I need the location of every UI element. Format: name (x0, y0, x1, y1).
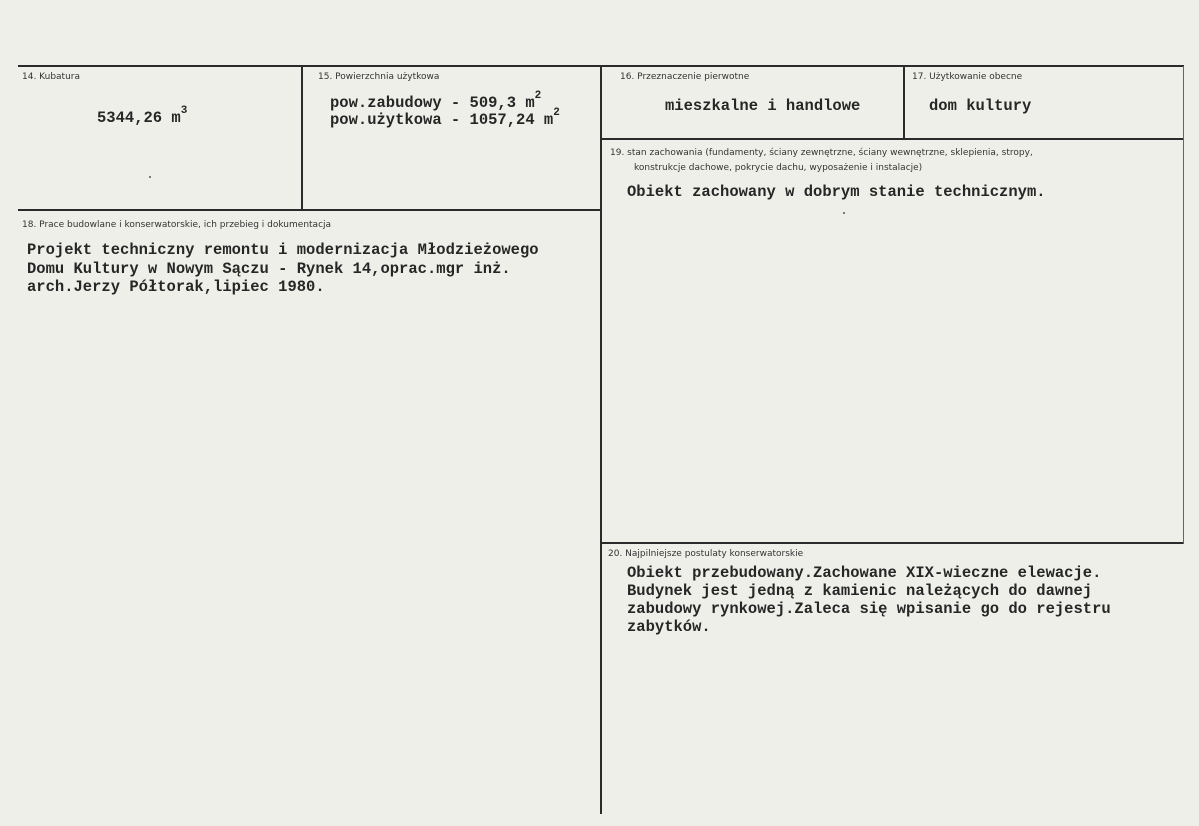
field-16-label: 16. Przeznaczenie pierwotne (620, 72, 750, 82)
field-15-line-1-text: pow.zabudowy - 509,3 m (330, 94, 535, 113)
field-18-line-2: Domu Kultury w Nowym Sączu - Rynek 14,oprac.mgr inż. (27, 260, 511, 278)
field-20-label: 20. Najpilniejsze postulaty konserwatorskie (608, 549, 804, 559)
field-18-label: 18. Prace budowlane i konserwatorskie, ich przebieg i dokumentacja (22, 220, 332, 230)
divider-14-15 (301, 66, 303, 211)
field-15-line-1-exponent: 2 (534, 90, 542, 102)
field-19-value: Obiekt zachowany w dobrym stanie technicznym. (627, 183, 1046, 201)
divider-left-right (600, 66, 602, 814)
rule-above-20 (600, 542, 1184, 544)
right-edge (1183, 66, 1184, 544)
field-20-line-1: Obiekt przebudowany.Zachowane XIX-wieczne elewacje. (627, 564, 1102, 582)
field-15-line-2-exponent: 2 (553, 107, 560, 119)
field-18-line-3: arch.Jerzy Półtorak,lipiec 1980. (27, 278, 325, 296)
field-17-label: 17. Użytkowanie obecne (912, 72, 1023, 82)
field-17-value: dom kultury (929, 97, 1032, 115)
field-15-line-2-text: pow.użytkowa - 1057,24 m (330, 111, 554, 130)
field-15-label: 15. Powierzchnia użytkowa (318, 72, 440, 82)
speck (149, 176, 151, 178)
field-20-line-4: zabytków. (627, 618, 711, 636)
field-20-line-3: zabudowy rynkowej.Zaleca się wpisanie go do rejestru (627, 600, 1111, 618)
field-19-label-line-2: konstrukcje dachowe, pokrycie dachu, wyposażenie i instalacje) (634, 163, 923, 173)
field-18-line-1: Projekt techniczny remontu i modernizacja Młodzieżowego (27, 241, 539, 259)
field-14-value (97, 105, 187, 128)
divider-16-17 (903, 66, 905, 139)
rule-under-14-15 (18, 209, 602, 211)
field-16-value: mieszkalne i handlowe (665, 97, 861, 115)
rule-under-16-17 (600, 138, 1184, 140)
field-14-label: 14. Kubatura (22, 72, 81, 82)
field-20-line-2: Budynek jest jedną z kamienic należących do dawnej (627, 582, 1093, 600)
field-14-number: 5344,26 m (97, 109, 181, 128)
field-15-line-2 (330, 107, 560, 130)
speck (843, 212, 845, 214)
field-19-label-line-1: 19. stan zachowania (fundamenty, ściany zewnętrzne, ściany wewnętrzne, sklepienia, stropy, (610, 148, 1033, 158)
field-14-unit-exponent: 3 (180, 105, 188, 117)
